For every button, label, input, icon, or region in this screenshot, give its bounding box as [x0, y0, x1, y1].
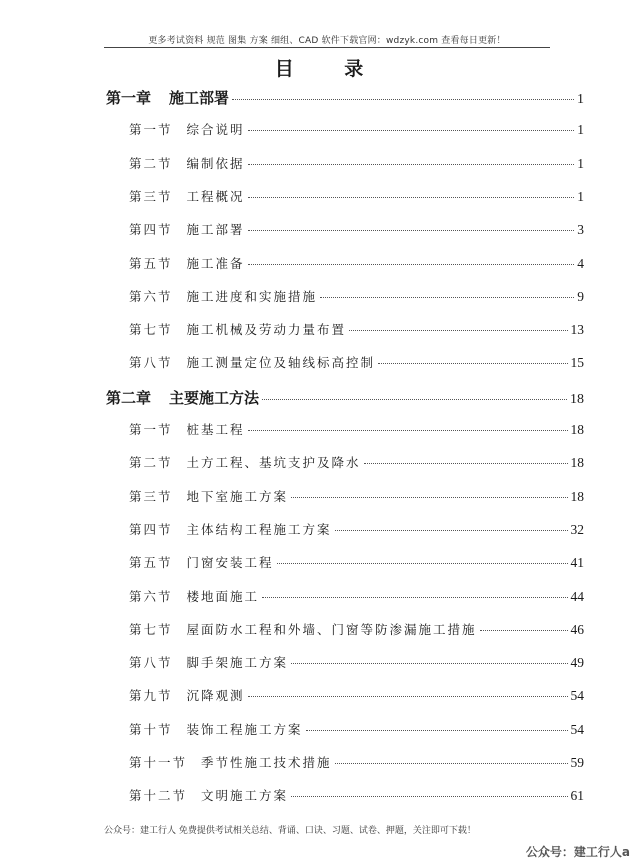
toc-section-entry[interactable] — [129, 686, 584, 706]
toc-dot-leader — [306, 730, 568, 731]
toc-page-number: 18 — [570, 391, 584, 407]
toc-dot-leader — [248, 130, 575, 131]
toc-dot-leader — [335, 763, 568, 764]
toc-entry-number: 第一章 — [106, 89, 152, 107]
toc-entry-title: 主要施工方法 — [169, 388, 260, 407]
toc-entry-number: 第一节 — [129, 422, 173, 437]
toc-entry-number: 第七节 — [129, 621, 173, 637]
toc-section-entry[interactable] — [129, 420, 584, 440]
toc-entry-title: 装饰工程施工方案 — [186, 721, 303, 737]
toc-page-number: 44 — [570, 588, 584, 604]
toc-entry-title: 楼地面施工 — [186, 588, 260, 604]
toc-dot-leader — [364, 463, 568, 464]
toc-page-number: 61 — [570, 788, 584, 804]
toc-section-entry[interactable] — [129, 154, 584, 174]
toc-page-number: 13 — [570, 322, 584, 338]
toc-section-entry[interactable] — [129, 786, 584, 806]
toc-page-number: 18 — [570, 488, 584, 504]
toc-chapter-entry[interactable] — [106, 387, 584, 407]
toc-page-number: 9 — [577, 288, 584, 304]
toc-section-entry[interactable] — [129, 720, 584, 740]
toc-dot-leader — [248, 696, 568, 697]
toc-section-entry[interactable] — [129, 120, 584, 140]
toc-entry-title: 门窗安装工程 — [186, 555, 274, 571]
toc-section-entry[interactable] — [129, 220, 584, 240]
toc-section-entry[interactable] — [129, 320, 584, 340]
toc-dot-leader — [248, 264, 575, 265]
toc-page-number: 1 — [577, 122, 584, 138]
toc-entry-number: 第八节 — [129, 655, 173, 671]
toc-dot-leader — [248, 230, 575, 231]
toc-chapter-entry[interactable] — [106, 87, 584, 107]
toc-entry-title: 施工准备 — [186, 255, 245, 271]
toc-dot-leader — [248, 197, 575, 198]
toc-section-entry[interactable] — [129, 254, 584, 274]
toc-dot-leader — [248, 164, 575, 165]
toc-page-number: 41 — [570, 555, 584, 571]
toc-entry-title: 施工部署 — [186, 222, 245, 238]
toc-page-number: 1 — [577, 92, 584, 107]
toc-entry-number: 第三节 — [129, 188, 173, 204]
toc-page-number: 15 — [570, 355, 584, 371]
toc-dot-leader — [480, 630, 568, 631]
toc-entry-title: 施工部署 — [169, 89, 230, 107]
toc-entry-title: 脚手架施工方案 — [186, 655, 289, 671]
toc-section-entry[interactable] — [129, 353, 584, 373]
toc-entry-number: 第二章 — [106, 388, 152, 407]
toc-dot-leader — [232, 99, 574, 100]
toc-entry-number: 第十节 — [129, 721, 173, 737]
toc-section-entry[interactable] — [129, 620, 584, 640]
toc-page-number: 54 — [570, 688, 584, 704]
watermark: 公众号：建工行人a — [525, 845, 630, 859]
toc-entry-number: 第六节 — [129, 288, 173, 304]
toc-entry-number: 第五节 — [129, 255, 173, 271]
toc-page-number: 49 — [570, 655, 584, 671]
toc-section-entry[interactable] — [129, 653, 584, 673]
toc-section-entry[interactable] — [129, 753, 584, 773]
toc-dot-leader — [349, 330, 567, 331]
toc-dot-leader — [291, 497, 567, 498]
toc-section-entry[interactable] — [129, 453, 584, 473]
toc-entry-number: 第十一节 — [129, 755, 188, 770]
toc-section-entry[interactable] — [129, 587, 584, 607]
document-title: 目 录 — [274, 58, 386, 80]
toc-entry-number: 第九节 — [129, 688, 173, 704]
toc-page-number: 54 — [570, 721, 584, 737]
toc-page-number: 3 — [577, 222, 584, 238]
toc-dot-leader — [262, 597, 567, 598]
toc-dot-leader — [248, 430, 568, 431]
toc-entry-title: 沉降观测 — [186, 688, 245, 704]
toc-entry-title: 屋面防水工程和外墙、门窗等防渗漏施工措施 — [186, 621, 477, 637]
toc-entry-title: 文明施工方案 — [201, 788, 289, 804]
toc-section-entry[interactable] — [129, 553, 584, 573]
toc-entry-number: 第三节 — [129, 488, 173, 504]
toc-entry-number: 第五节 — [129, 555, 173, 571]
toc-entry-number: 第十二节 — [129, 788, 188, 804]
toc-entry-title: 综合说明 — [186, 122, 245, 138]
toc-entry-title: 土方工程、基坑支护及降水 — [186, 455, 361, 471]
toc-dot-leader — [291, 796, 567, 797]
toc-dot-leader — [320, 297, 574, 298]
toc-section-entry[interactable] — [129, 187, 584, 207]
toc-page-number: 1 — [577, 155, 584, 171]
toc-dot-leader — [262, 399, 567, 400]
toc-page-number: 4 — [577, 255, 584, 271]
toc-dot-leader — [291, 663, 567, 664]
toc-dot-leader — [378, 363, 567, 364]
toc-page-number: 59 — [570, 755, 584, 770]
toc-dot-leader — [277, 563, 568, 564]
toc-section-entry[interactable] — [129, 287, 584, 307]
toc-entry-title: 主体结构工程施工方案 — [186, 521, 332, 537]
toc-entry-number: 第一节 — [129, 122, 173, 138]
toc-page-number: 32 — [570, 521, 584, 537]
toc-entry-title: 工程概况 — [186, 188, 245, 204]
toc-entry-number: 第四节 — [129, 222, 173, 238]
toc-entry-number: 第二节 — [129, 155, 173, 171]
toc-entry-title: 施工测量定位及轴线标高控制 — [186, 355, 376, 371]
toc-entry-number: 第六节 — [129, 588, 173, 604]
page-footer: 公众号：建工行人 免费提供考试相关总结、背诵、口诀、习题、试卷、押题，关注即可下载！ — [104, 826, 476, 836]
toc-entry-title: 编制依据 — [186, 155, 245, 171]
toc-entry-title: 施工机械及劳动力量布置 — [186, 322, 347, 338]
toc-entry-number: 第七节 — [129, 322, 173, 338]
toc-entry-title: 地下室施工方案 — [186, 488, 289, 504]
toc-section-entry[interactable] — [129, 487, 584, 507]
toc-page-number: 18 — [570, 455, 584, 471]
toc-section-entry[interactable] — [129, 520, 584, 540]
toc-entry-number: 第八节 — [129, 355, 173, 371]
toc-page-number: 1 — [577, 188, 584, 204]
toc-entry-number: 第四节 — [129, 521, 173, 537]
page-header: 更多考试资料 规范 图集 方案 细组、CAD 软件下载官网：wdzyk.com 查看每日更新！ — [148, 36, 506, 46]
toc-page-number: 18 — [570, 422, 584, 437]
toc-entry-title: 施工进度和实施措施 — [186, 288, 318, 304]
toc-entry-title: 桩基工程 — [186, 422, 245, 437]
toc-entry-number: 第二节 — [129, 455, 173, 471]
header-divider — [104, 47, 550, 48]
toc-dot-leader — [335, 530, 568, 531]
toc-entry-title: 季节性施工技术措施 — [201, 755, 332, 770]
toc-page-number: 46 — [570, 621, 584, 637]
